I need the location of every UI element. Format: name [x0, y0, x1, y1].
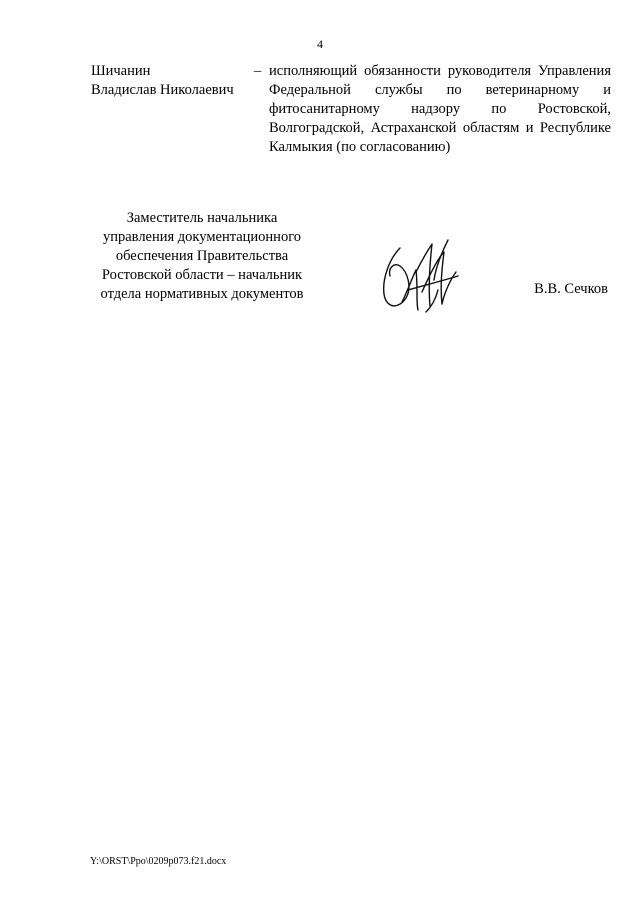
handwritten-signature	[378, 232, 466, 316]
signer-title-line: отдела нормативных документов	[100, 286, 304, 302]
file-path: Y:\ORST\Ppo\0209p073.f21.docx	[90, 856, 227, 867]
member-surname: Шичанин	[91, 63, 151, 79]
member-dash: –	[254, 63, 262, 79]
signer-title-line: Ростовской области – начальник	[101, 267, 303, 283]
signer-title-line: обеспечения Правительства	[115, 248, 289, 264]
member-given-names: Владислав Николаевич	[91, 82, 234, 98]
member-role: исполняющий обязанности руководителя Управления Федеральной службы по ветеринарному и фитосанитарному надзору по Ростовской, Волгоградской, Астраханской областям и Республике Калмыкия (по согласованию)	[269, 63, 611, 155]
signer-title-line: Заместитель начальника	[126, 210, 278, 226]
signer-title-line: управления документационного	[102, 229, 302, 245]
signer-name: В.В. Сечков	[534, 281, 608, 297]
signer-title	[84, 209, 320, 304]
page-number: 4	[317, 37, 323, 51]
member-name	[91, 62, 256, 100]
